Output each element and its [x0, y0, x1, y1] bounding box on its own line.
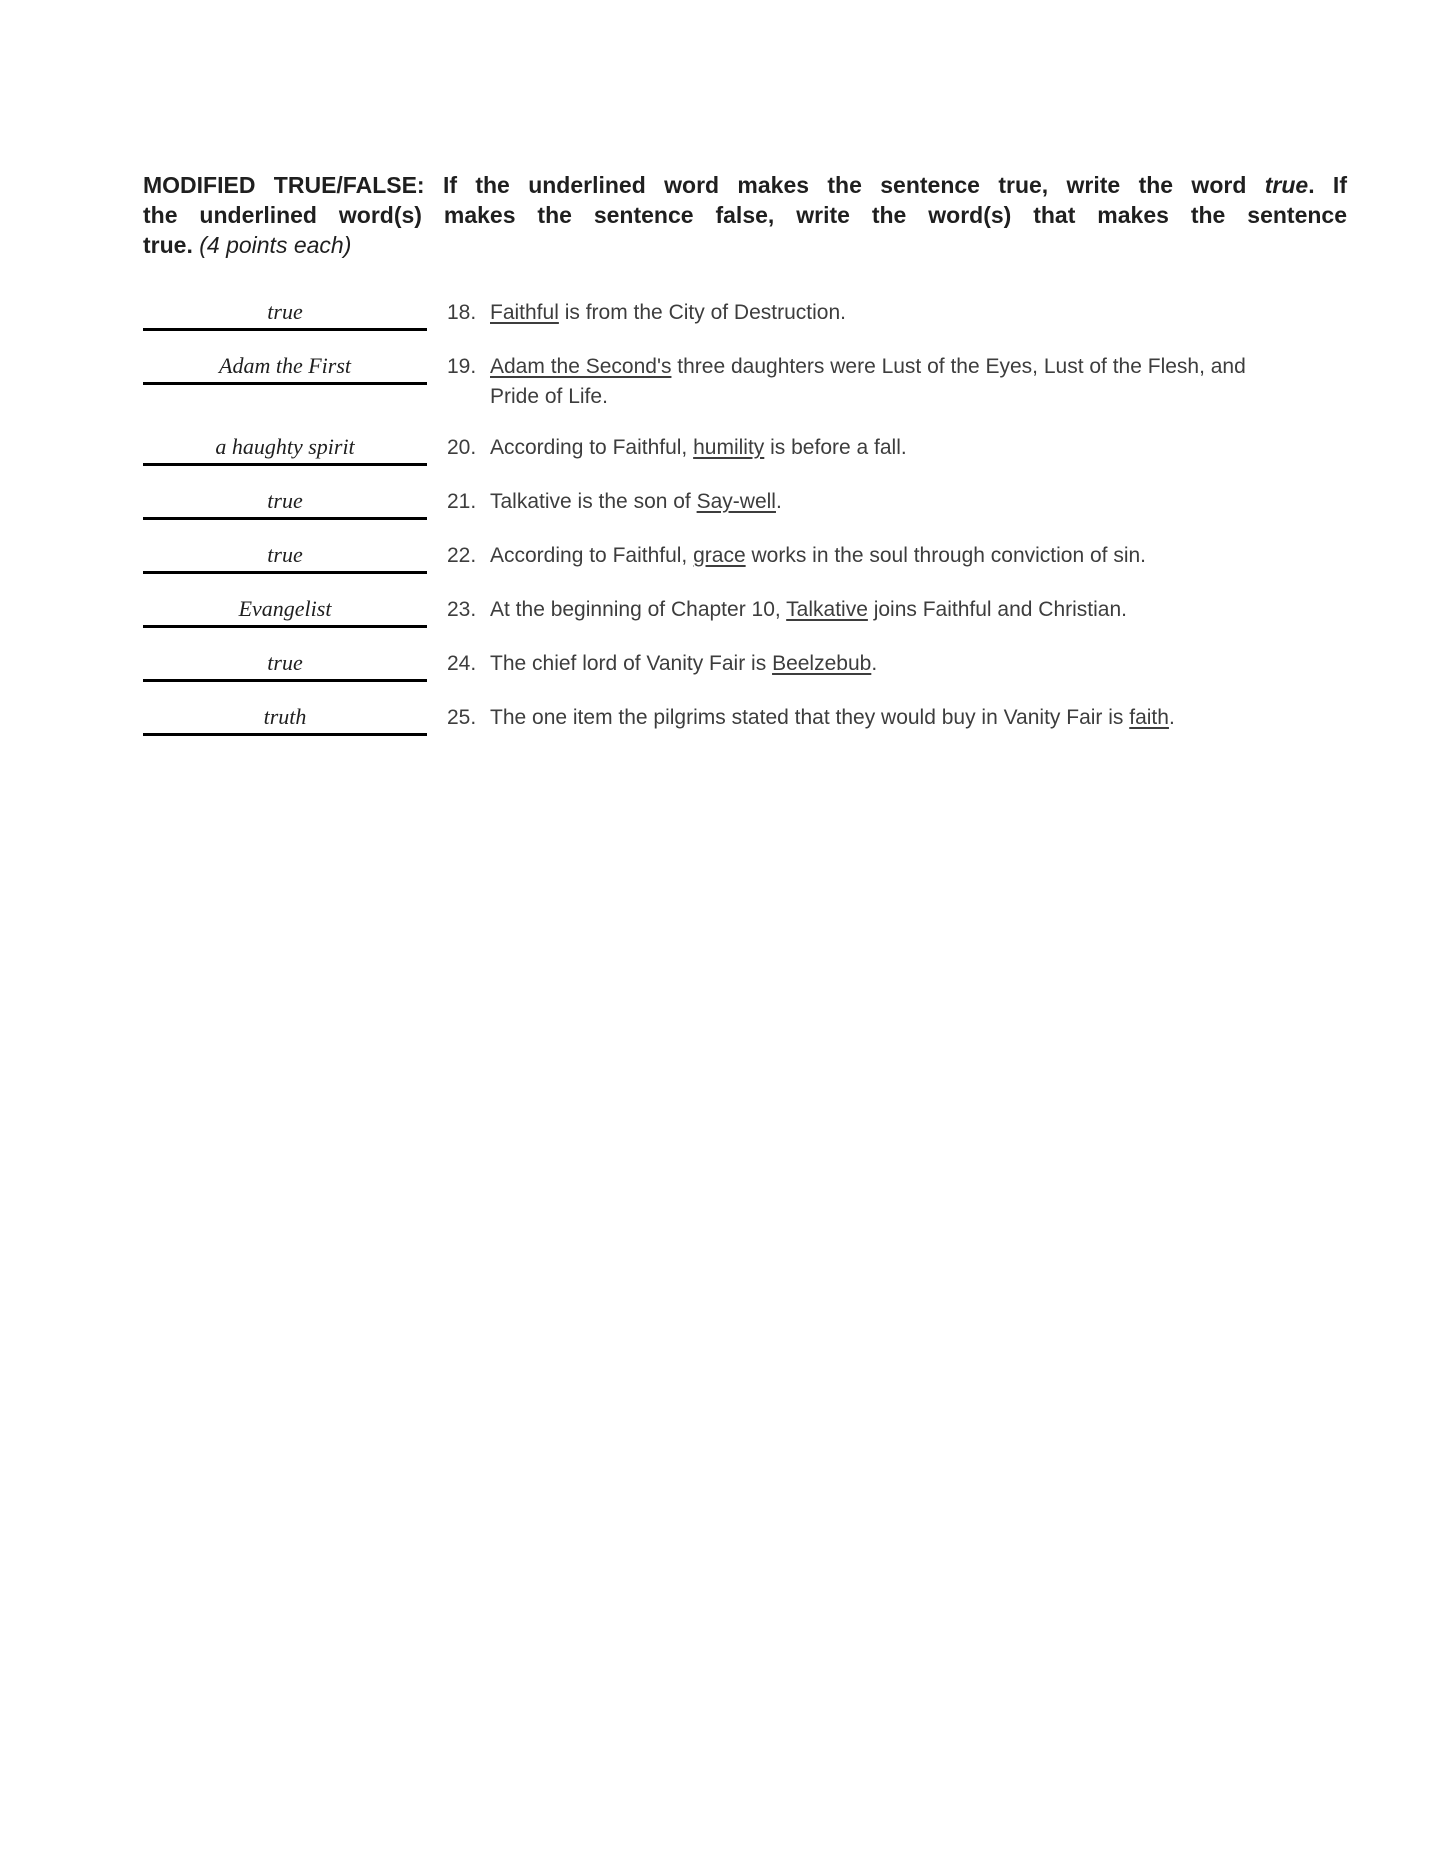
question-segment: According to Faithful, [490, 544, 694, 567]
question-row-23 [143, 595, 1347, 628]
instructions-line-2: the underlined word(s) makes the sentence false, write the word(s) that makes the sentence [143, 202, 1347, 228]
question-segment: . [871, 652, 878, 675]
question-segment: works in the soul through conviction of sin. [745, 544, 1147, 567]
answer-blank-25 [143, 704, 427, 736]
question-number-23: 23. [447, 598, 477, 621]
underlined-term: Adam the Second's [490, 355, 672, 378]
question-number-25: 25. [447, 706, 477, 729]
question-row-24 [143, 649, 1347, 682]
question-list [143, 298, 1347, 736]
question-number-18: 18. [447, 301, 477, 324]
question-text-22 [490, 541, 1347, 571]
instructions-paragraph [143, 170, 1347, 260]
question-segment: . [1168, 706, 1175, 729]
answer-blank-21 [143, 488, 427, 520]
answer-text-24: true [267, 650, 303, 675]
underlined-term: Faithful [490, 301, 559, 324]
answer-text-20: a haughty spirit [215, 434, 355, 459]
answer-blank-18 [143, 299, 427, 331]
question-segment: three daughters were Lust of the Eyes, Lust of the Flesh, and [671, 355, 1246, 378]
instructions-line-1 [143, 170, 1347, 200]
question-segment: is before a fall. [764, 436, 907, 459]
answer-text-25: truth [263, 704, 307, 729]
underlined-term: Say-well [696, 490, 776, 513]
underlined-term: Beelzebub [772, 652, 872, 675]
question-text-25 [490, 703, 1347, 733]
question-row-25 [143, 703, 1347, 736]
instructions-text: . If [1308, 172, 1347, 198]
question-number-24: 24. [447, 652, 477, 675]
answer-text-18: true [267, 299, 303, 324]
question-number-21: 21. [447, 490, 477, 513]
question-number-22: 22. [447, 544, 477, 567]
answer-blank-23 [143, 596, 427, 628]
question-segment: . [775, 490, 782, 513]
answer-blank-22 [143, 542, 427, 574]
question-segment: The chief lord of Vanity Fair is [490, 652, 773, 675]
answer-text-23: Evangelist [238, 596, 332, 621]
answer-blank-19 [143, 353, 427, 385]
question-segment: is from the City of Destruction. [558, 301, 846, 324]
answer-blank-20 [143, 434, 427, 466]
points-note: (4 points each) [199, 232, 352, 258]
instructions-emphasis-true: true [1264, 172, 1309, 198]
underlined-term: Talkative [786, 598, 868, 621]
question-text-23 [490, 595, 1347, 625]
question-text-20 [490, 433, 1347, 463]
answer-text-21: true [267, 488, 303, 513]
answer-text-19: Adam the First [219, 353, 351, 378]
question-text-21 [490, 487, 1347, 517]
underlined-term: humility [693, 436, 765, 459]
question-text-19 [490, 352, 1347, 412]
question-row-20 [143, 433, 1347, 466]
underlined-term: grace [693, 544, 746, 567]
answer-text-22: true [267, 542, 303, 567]
question-row-18 [143, 298, 1347, 331]
answer-blank-24 [143, 650, 427, 682]
page-content [143, 170, 1347, 757]
question-segment: At the beginning of Chapter 10, [490, 598, 787, 621]
question-row-21 [143, 487, 1347, 520]
question-segment: Talkative is the son of [490, 490, 697, 513]
question-text-18 [490, 298, 1347, 328]
question-text-24 [490, 649, 1347, 679]
instructions-text: MODIFIED TRUE/FALSE: If the underlined word makes the sentence true, write the word [143, 172, 1265, 198]
question-segment: joins Faithful and Christian. [867, 598, 1128, 621]
underlined-term: faith [1129, 706, 1169, 729]
question-row-22 [143, 541, 1347, 574]
instructions-text: true. [143, 232, 200, 258]
question-segment: Pride of Life. [490, 385, 608, 408]
question-number-19: 19. [447, 355, 477, 378]
question-segment: According to Faithful, [490, 436, 694, 459]
instructions-line-3 [143, 230, 1347, 260]
question-segment: The one item the pilgrims stated that they would buy in Vanity Fair is [490, 706, 1130, 729]
question-number-20: 20. [447, 436, 477, 459]
question-row-19 [143, 352, 1347, 412]
